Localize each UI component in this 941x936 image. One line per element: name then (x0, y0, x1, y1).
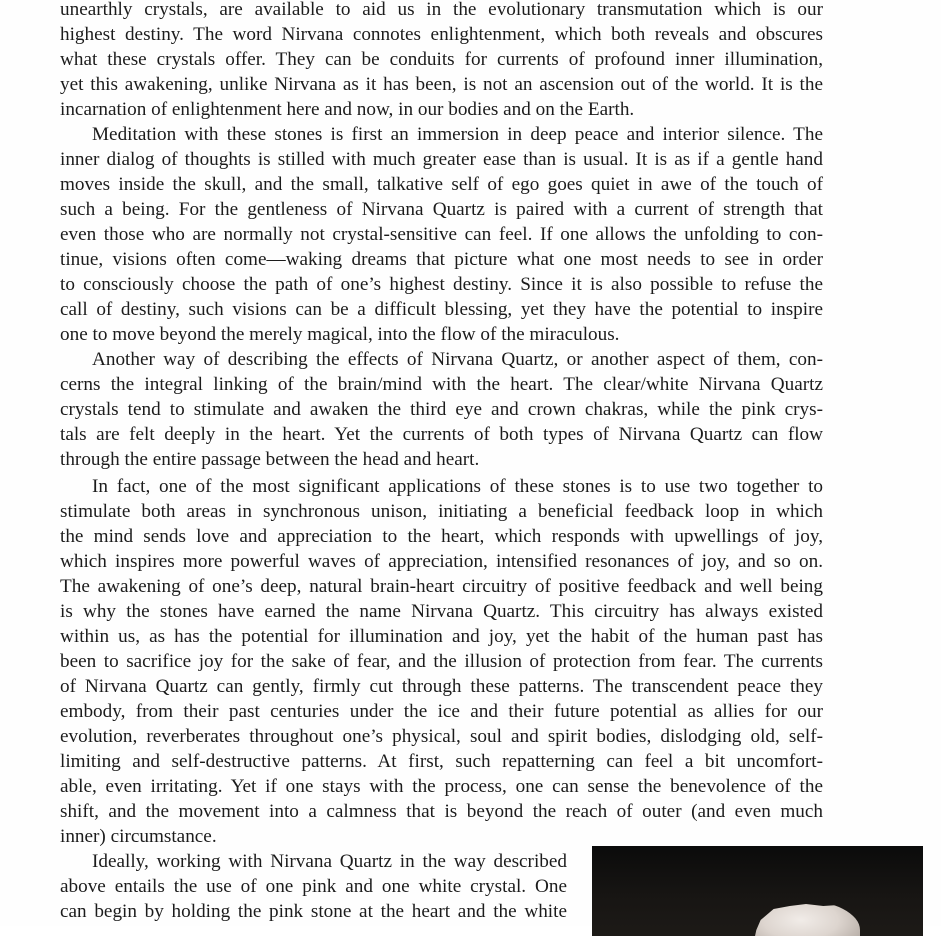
text-line: is why the stones have earned the name Nirvana Quartz. This circuitry has always existed (60, 601, 823, 622)
text-line: inner dialog of thoughts is stilled with much greater ease than is usual. It is as if a gentle hand (60, 149, 823, 170)
text-line: The awakening of one’s deep, natural brain-heart circuitry of positive feedback and well being (60, 576, 823, 597)
text-line: even those who are normally not crystal-sensitive can feel. If one allows the unfolding to con- (60, 224, 823, 245)
text-line: able, even irritating. Yet if one stays with the process, one can sense the benevolence of the (60, 776, 823, 797)
text-line: yet this awakening, unlike Nirvana as it has been, is not an ascension out of the world. It is the (60, 74, 823, 95)
text-line: In fact, one of the most significant applications of these stones is to use two together to (92, 476, 823, 497)
text-line: the mind sends love and appreciation to the heart, which responds with upwellings of joy, (60, 526, 823, 547)
text-line: Another way of describing the effects of Nirvana Quartz, or another aspect of them, con- (92, 349, 823, 370)
text-line: limiting and self-destructive patterns. At first, such repatterning can feel a bit uncomfort- (60, 751, 823, 772)
text-line: through the entire passage between the head and heart. (60, 449, 480, 470)
text-line: of Nirvana Quartz can gently, firmly cut through these patterns. The transcendent peace they (60, 676, 823, 697)
text-line: tals are felt deeply in the heart. Yet the currents of both types of Nirvana Quartz can flow (60, 424, 823, 445)
text-line: tinue, visions often come—waking dreams that picture what one most needs to see in order (60, 249, 823, 270)
text-line: cerns the integral linking of the brain/mind with the heart. The clear/white Nirvana Quartz (60, 374, 823, 395)
text-line: Ideally, working with Nirvana Quartz in the way described (92, 851, 567, 872)
text-line: stimulate both areas in synchronous unison, initiating a beneficial feedback loop in which (60, 501, 823, 522)
text-line: call of destiny, such visions can be a difficult blessing, yet they have the potential to inspire (60, 299, 823, 320)
text-line: which inspires more powerful waves of appreciation, intensified resonances of joy, and so on. (60, 551, 823, 572)
text-line: to consciously choose the path of one’s highest destiny. Since it is also possible to refuse the (60, 274, 823, 295)
text-line: crystals tend to stimulate and awaken the third eye and crown chakras, while the pink crys- (60, 399, 823, 420)
text-line: incarnation of enlightenment here and now, in our bodies and on the Earth. (60, 99, 635, 120)
text-line: one to move beyond the merely magical, into the flow of the miraculous. (60, 324, 620, 345)
text-line: embody, from their past centuries under the ice and their future potential as allies for our (60, 701, 823, 722)
text-line: can begin by holding the pink stone at the heart and the white (60, 901, 567, 922)
text-line: shift, and the movement into a calmness that is beyond the reach of outer (and even much (60, 801, 823, 822)
quartz-crystal-image (752, 900, 860, 936)
text-line: been to sacrifice joy for the sake of fear, and the illusion of protection from fear. The currents (60, 651, 823, 672)
text-line: evolution, reverberates throughout one’s physical, soul and spirit bodies, dislodging old, self- (60, 726, 823, 747)
text-line: such a being. For the gentleness of Nirvana Quartz is paired with a current of strength that (60, 199, 823, 220)
crystal-photo (592, 846, 923, 936)
text-line: highest destiny. The word Nirvana connotes enlightenment, which both reveals and obscures (60, 24, 823, 45)
text-line: within us, as has the potential for illumination and joy, yet the habit of the human past has (60, 626, 823, 647)
text-line: unearthly crystals, are available to aid us in the evolutionary transmutation which is our (60, 0, 823, 20)
text-line: inner) circumstance. (60, 826, 217, 847)
text-line: what these crystals offer. They can be conduits for currents of profound inner illumination, (60, 49, 823, 70)
text-line: moves inside the skull, and the small, talkative self of ego goes quiet in awe of the touch of (60, 174, 823, 195)
text-line: Meditation with these stones is first an immersion in deep peace and interior silence. The (92, 124, 823, 145)
text-line: above entails the use of one pink and one white crystal. One (60, 876, 567, 897)
